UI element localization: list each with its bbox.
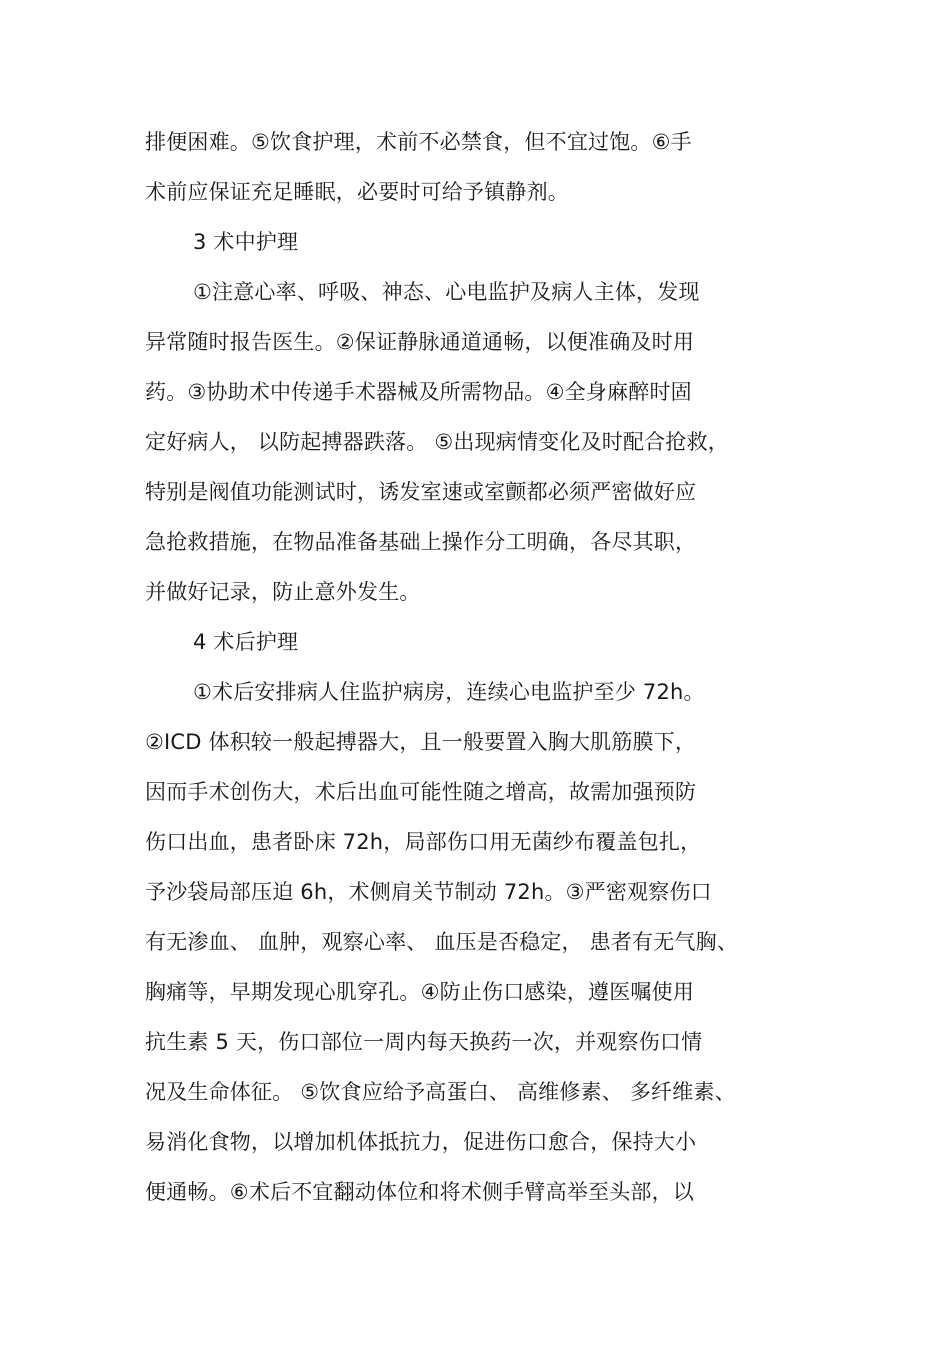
paragraph-line-17: 有无渗血、 血肿，观察心率、 血压是否稳定， 患者有无气胸、 (145, 930, 739, 954)
paragraph-line-14: 因而手术创伤大，术后出血可能性随之增高，故需加强预防 (145, 780, 697, 804)
paragraph-line-8: 特别是阀值功能测试时，诱发室速或室颤都必须严密做好应 (145, 480, 697, 504)
paragraph-line-10: 并做好记录，防止意外发生。 (145, 580, 421, 604)
paragraph-line-18: 胸痛等，早期发现心肌穿孔。④防止伤口感染，遵医嘱使用 (145, 980, 695, 1004)
paragraph-line-19: 抗生素 5 天，伤口部位一周内每天换药一次，并观察伤口情 (145, 1030, 703, 1054)
paragraph-line-15: 伤口出血，患者卧床 72h，局部伤口用无菌纱布覆盖包扎， (145, 830, 702, 854)
paragraph-line-2: 术前应保证充足睡眠，必要时可给予镇静剂。 (145, 180, 569, 204)
paragraph-line-16: 予沙袋局部压迫 6h，术侧肩关节制动 72h。③严密观察伤口 (145, 880, 712, 904)
paragraph-line-20: 况及生命体征。 ⑤饮食应给予高蛋白、 高维修素、 多纤维素、 (145, 1080, 736, 1104)
paragraph-line-7: 定好病人， 以防起搏器跌落。 ⑤出现病情变化及时配合抢救， (145, 430, 729, 454)
section-heading-intraoperative: 3 术中护理 (193, 230, 299, 254)
paragraph-line-22: 便通畅。⑥术后不宜翻动体位和将术侧手臂高举至头部，以 (145, 1180, 695, 1204)
paragraph-line-9: 急抢救措施，在物品准备基础上操作分工明确，各尽其职， (145, 530, 697, 554)
section-heading-postoperative: 4 术后护理 (193, 630, 299, 654)
paragraph-line-13: ②ICD 体积较一般起搏器大，且一般要置入胸大肌筋膜下， (145, 730, 697, 754)
paragraph-line-1: 排便困难。⑤饮食护理，术前不必禁食，但不宜过饱。⑥手 (145, 130, 692, 154)
paragraph-line-4: ①注意心率、呼吸、神态、心电监护及病人主体，发现 (193, 280, 700, 304)
paragraph-line-6: 药。③协助术中传递手术器械及所需物品。④全身麻醉时固 (145, 380, 692, 404)
paragraph-line-21: 易消化食物，以增加机体抵抗力，促进伤口愈合，保持大小 (145, 1130, 697, 1154)
paragraph-line-5: 异常随时报告医生。②保证静脉通道通畅，以便准确及时用 (145, 330, 695, 354)
paragraph-line-12: ①术后安排病人住监护病房，连续心电监护至少 72h。 (193, 680, 705, 704)
